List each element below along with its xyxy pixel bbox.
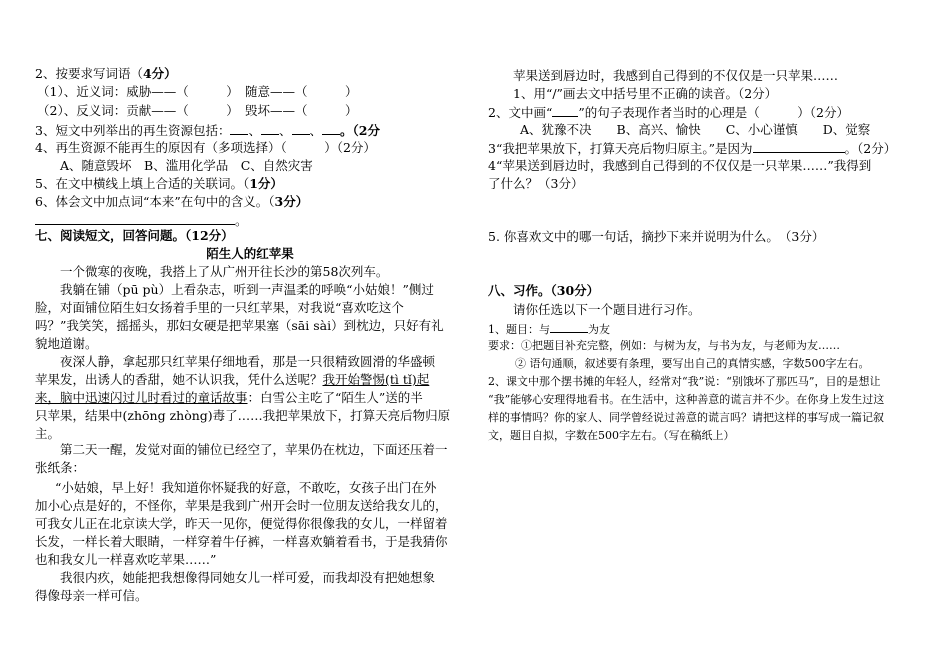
writing-topic1: 1、题目：与 为友 xyxy=(488,320,610,338)
q6-question: 6、体会文中加点词“本来”在句中的含义。（3分） xyxy=(35,194,309,209)
rq1: 1、用“/”画去文中括号里不正确的读音。（2分） xyxy=(513,86,778,101)
rq4-line1: 4“苹果送到唇边时，我感到自己得到的不仅仅是一只苹果……”我得到 xyxy=(488,158,872,173)
story-p3-line2: 苹果发，出诱人的香甜，她不认识我，凭什么送呢？我开始警惕(tì tǐ)起 xyxy=(35,372,430,387)
q2-synonyms: （1）、近义词：威胁——（ ） 随意——（ ） xyxy=(37,84,358,99)
story-p2-line4: 貌地道谢。 xyxy=(35,336,98,351)
story-title: 陌生人的红苹果 xyxy=(206,246,294,261)
writing-topic2-line2: “我”能够心安理得地看书。在生活中，这种善意的谎言并不少。在你身上发生过这 xyxy=(488,393,885,406)
rq4-line2: 了什么？（3分） xyxy=(488,176,584,191)
story-p4-line2: 张纸条： xyxy=(35,460,86,475)
story-p5-line4: 长发，一样长着大眼睛，一样穿着牛仔裤，一样喜欢躺着看书，于是我猜你 xyxy=(35,534,448,549)
q4-options: A、随意毁坏 B、滥用化学品 C、自然灾害 xyxy=(60,158,313,173)
right-quote-line: 苹果送到唇边时，我感到自己得到的不仅仅是一只苹果…… xyxy=(513,68,839,83)
story-p5-line2: 加小心点是好的，不怪你，苹果是我到广州开会时一位朋友送给我女儿的， xyxy=(35,498,448,513)
story-p2-line3: 吗？”我笑笑，摇摇头，那妇女硬是把苹果塞（sāi sài）到枕边，只好有礼 xyxy=(35,318,444,333)
q6-answer-line: 。 xyxy=(35,212,248,229)
section8-title: 八、习作。（30分） xyxy=(488,283,600,298)
story-p2-line1: 我躺在铺（pū pù）上看杂志，听到一声温柔的呼唤“小姑娘！”侧过 xyxy=(60,282,434,297)
story-p3-line3: 来，脑中迅速闪过儿时看过的童话故事：白雪公主吃了“陌生人”送的半 xyxy=(35,390,423,405)
story-p6-line1: 我很内疚，她能把我想像得同她女儿一样可爱，而我却没有把她想象 xyxy=(60,570,436,585)
story-p6-line2: 得像母亲一样可信。 xyxy=(35,588,148,603)
rq2-options: A、犹豫不决 B、高兴、愉快 C、小心谨慎 D、觉察 xyxy=(520,122,871,137)
q5-question: 5、在文中横线上填上合适的关联词。（1分） xyxy=(35,176,283,191)
writing-requirement2: ② 语句通顺，叙述要有条理，要写出自己的真情实感，字数500字左右。 xyxy=(515,357,870,370)
story-p5-line1: “小姑娘，早上好！我知道你怀疑我的好意，不敢吃，女孩子出门在外 xyxy=(55,480,437,495)
rq3: 3“我把苹果放下，打算天亮后物归原主。”是因为 。（2分） xyxy=(488,141,897,156)
story-p1: 一个微寒的夜晚，我搭上了从广州开往长沙的第58次列车。 xyxy=(60,264,389,279)
story-p3-line4: 只苹果，结果中(zhōng zhòng)毒了……我把苹果放下，打算天亮后物归原 xyxy=(35,408,451,423)
q4-question: 4、再生资源不能再生的原因有（多项选择）（ ）（2分） xyxy=(35,140,376,155)
rq2: 2、文中画“ ”的句子表现作者当时的心理是（ ）（2分） xyxy=(488,105,849,120)
writing-intro: 请你任选以下一个题目进行习作。 xyxy=(513,302,701,317)
story-p5-line5: 也和我女儿一样喜欢吃苹果……” xyxy=(35,552,217,567)
writing-topic2-line3: 样的事情吗？你的家人、同学曾经说过善意的谎言吗？请把这样的事写成一篇记叙 xyxy=(488,411,884,424)
rq5: 5. 你喜欢文中的哪一句话，摘抄下来并说明为什么。 （3分） xyxy=(488,229,825,244)
q2-antonyms: （2）、反义词：贡献——（ ） 毁坏——（ ） xyxy=(37,103,358,118)
story-p4-line1: 第二天一醒，发觉对面的铺位已经空了，苹果仍在枕边，下面还压着一 xyxy=(60,442,448,457)
writing-requirement1: 要求：①把题目补充完整，例如：与树为友，与书为友，与老师为友…… xyxy=(488,339,840,352)
q3-resources: 3、短文中列举出的再生资源包括： 、 、 、 。（2分 xyxy=(35,123,380,138)
q2-title: 2、按要求写词语（4分） xyxy=(35,66,177,81)
story-p5-line3: 可我女儿正在北京读大学，昨天一见你，便觉得你很像我的女儿，一样留着 xyxy=(35,516,448,531)
story-p3-line1: 夜深人静，拿起那只红苹果仔细地看，那是一只很精致圆滑的华盛顿 xyxy=(60,354,436,369)
story-p2-line2: 脸，对面铺位陌生妇女扬着手里的一只红苹果，对我说“喜欢吃这个 xyxy=(35,300,404,315)
section7-title: 七、阅读短文，回答问题。（12分） xyxy=(35,228,234,243)
story-p3-line5: 主。 xyxy=(35,426,61,441)
writing-topic2-line4: 文，题目自拟，字数在500字左右。（写在稿纸上） xyxy=(488,429,735,442)
writing-topic2-line1: 2、课文中那个摆书摊的年轻人，经常对“我”说：“别饿坏了那匹马”，目的是想让 xyxy=(488,375,881,388)
